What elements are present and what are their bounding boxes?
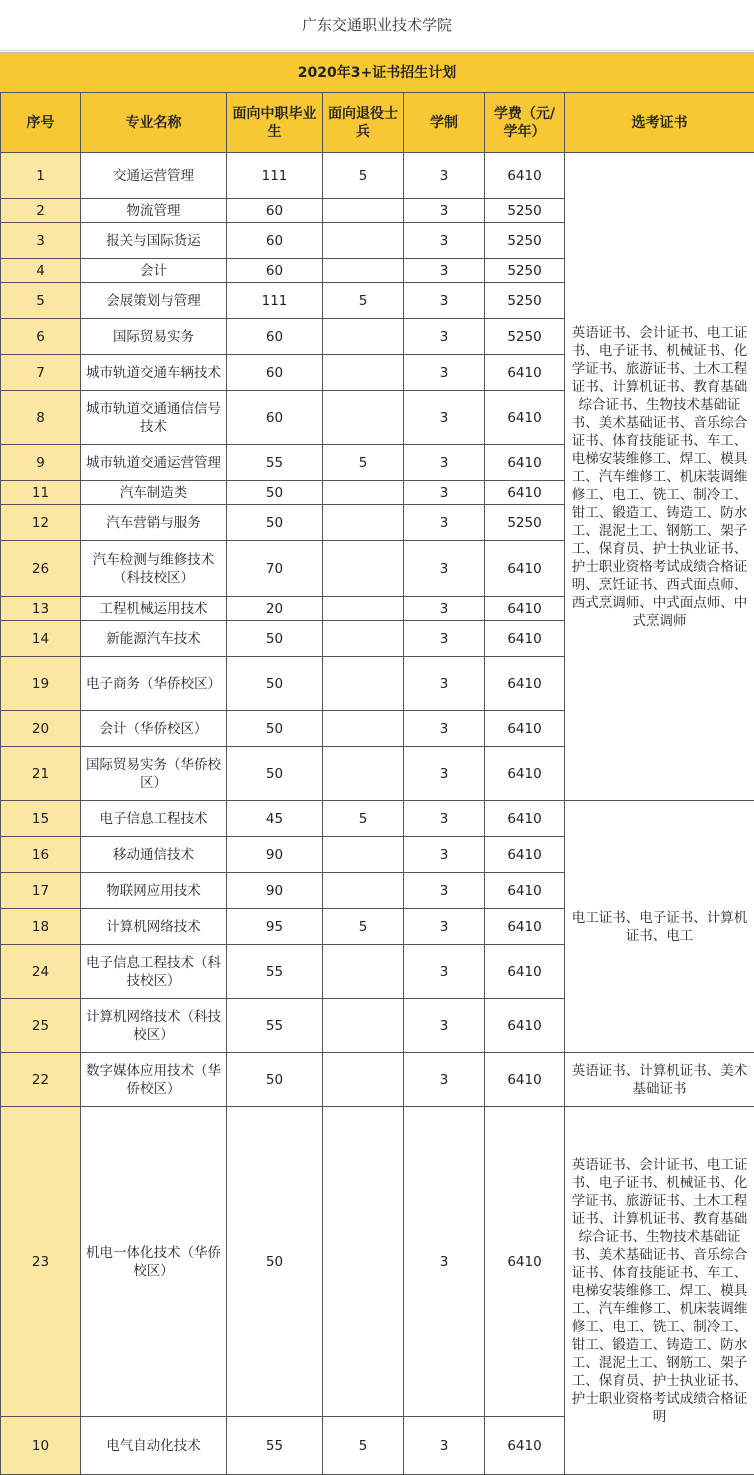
row-duration: 3 <box>404 481 485 505</box>
row-veterans: 5 <box>323 801 404 837</box>
row-vocational: 45 <box>227 801 323 837</box>
row-index: 15 <box>1 801 81 837</box>
row-vocational: 60 <box>227 391 323 445</box>
row-duration: 3 <box>404 657 485 711</box>
row-major: 汽车营销与服务 <box>81 505 227 541</box>
row-vocational: 50 <box>227 505 323 541</box>
row-duration: 3 <box>404 597 485 621</box>
row-index: 2 <box>1 199 81 223</box>
row-veterans <box>323 621 404 657</box>
row-tuition: 6410 <box>485 541 565 597</box>
row-duration: 3 <box>404 999 485 1053</box>
header-duration: 学制 <box>404 93 485 153</box>
row-veterans <box>323 1053 404 1107</box>
row-veterans <box>323 711 404 747</box>
row-veterans <box>323 1107 404 1417</box>
row-tuition: 5250 <box>485 505 565 541</box>
row-major: 电子信息工程技术（科技校区） <box>81 945 227 999</box>
row-vocational: 50 <box>227 711 323 747</box>
row-tuition: 6410 <box>485 355 565 391</box>
row-duration: 3 <box>404 283 485 319</box>
row-veterans <box>323 391 404 445</box>
row-index: 5 <box>1 283 81 319</box>
row-major: 国际贸易实务（华侨校区） <box>81 747 227 801</box>
row-major: 机电一体化技术（华侨校区） <box>81 1107 227 1417</box>
row-veterans: 5 <box>323 153 404 199</box>
row-major: 电子信息工程技术 <box>81 801 227 837</box>
row-vocational: 20 <box>227 597 323 621</box>
row-veterans <box>323 541 404 597</box>
row-duration: 3 <box>404 1107 485 1417</box>
row-tuition: 6410 <box>485 657 565 711</box>
row-veterans <box>323 747 404 801</box>
row-duration: 3 <box>404 711 485 747</box>
row-duration: 3 <box>404 259 485 283</box>
row-certificates: 电工证书、电子证书、计算机证书、电工 <box>565 801 754 1053</box>
row-major: 数字媒体应用技术（华侨校区） <box>81 1053 227 1107</box>
row-duration: 3 <box>404 319 485 355</box>
row-veterans <box>323 355 404 391</box>
row-veterans <box>323 837 404 873</box>
row-duration: 3 <box>404 1417 485 1475</box>
row-vocational: 90 <box>227 873 323 909</box>
row-duration: 3 <box>404 801 485 837</box>
header-tuition: 学费（元/学年） <box>485 93 565 153</box>
row-vocational: 60 <box>227 223 323 259</box>
row-vocational: 50 <box>227 657 323 711</box>
row-vocational: 50 <box>227 621 323 657</box>
row-duration: 3 <box>404 541 485 597</box>
row-tuition: 6410 <box>485 1107 565 1417</box>
row-index: 16 <box>1 837 81 873</box>
row-major: 汽车制造类 <box>81 481 227 505</box>
row-tuition: 5250 <box>485 259 565 283</box>
row-duration: 3 <box>404 199 485 223</box>
row-veterans <box>323 223 404 259</box>
row-major: 电气自动化技术 <box>81 1417 227 1475</box>
row-major: 会计（华侨校区） <box>81 711 227 747</box>
row-vocational: 70 <box>227 541 323 597</box>
row-major: 国际贸易实务 <box>81 319 227 355</box>
row-duration: 3 <box>404 747 485 801</box>
table-row <box>1 801 754 837</box>
row-duration: 3 <box>404 223 485 259</box>
row-tuition: 6410 <box>485 1053 565 1107</box>
row-tuition: 6410 <box>485 153 565 199</box>
row-index: 8 <box>1 391 81 445</box>
row-veterans <box>323 597 404 621</box>
row-major: 会展策划与管理 <box>81 283 227 319</box>
plan-title: 2020年3+证书招生计划 <box>0 52 754 94</box>
row-veterans <box>323 481 404 505</box>
school-title: 广东交通职业技术学院 <box>0 0 754 51</box>
row-vocational: 60 <box>227 319 323 355</box>
header-major: 专业名称 <box>81 93 227 153</box>
row-vocational: 50 <box>227 481 323 505</box>
row-certificates: 英语证书、会计证书、电工证书、电子证书、机械证书、化学证书、旅游证书、土木工程证书、计算机证书、教育基础综合证书、生物技术基础证书、美术基础证书、音乐综合证书、体育技能证书、车工、电梯安装维修工、焊工、模具工、汽车维修工、机床装调维修工、电工、铣工、制冷工、钳工、锻造工、铸造工、防水工、混泥土工、钢筋工、架子工、保育员、护士执业证书、护士职业资格考试成绩合格证明 <box>565 1107 754 1475</box>
row-vocational: 55 <box>227 445 323 481</box>
header-index: 序号 <box>1 93 81 153</box>
table-row <box>1 153 754 199</box>
row-vocational: 50 <box>227 1053 323 1107</box>
row-index: 10 <box>1 1417 81 1475</box>
row-tuition: 6410 <box>485 747 565 801</box>
row-tuition: 6410 <box>485 945 565 999</box>
row-major: 工程机械运用技术 <box>81 597 227 621</box>
row-tuition: 6410 <box>485 445 565 481</box>
row-vocational: 50 <box>227 1107 323 1417</box>
table-row <box>1 1053 754 1107</box>
row-tuition: 6410 <box>485 837 565 873</box>
row-index: 20 <box>1 711 81 747</box>
row-major: 汽车检测与维修技术（科技校区） <box>81 541 227 597</box>
row-certificates: 英语证书、计算机证书、美术基础证书 <box>565 1053 754 1107</box>
row-duration: 3 <box>404 153 485 199</box>
row-veterans <box>323 999 404 1053</box>
row-tuition: 6410 <box>485 801 565 837</box>
row-tuition: 6410 <box>485 1417 565 1475</box>
row-duration: 3 <box>404 445 485 481</box>
row-duration: 3 <box>404 1053 485 1107</box>
row-major: 会计 <box>81 259 227 283</box>
row-duration: 3 <box>404 945 485 999</box>
row-duration: 3 <box>404 837 485 873</box>
row-vocational: 60 <box>227 259 323 283</box>
row-major: 城市轨道交通通信信号技术 <box>81 391 227 445</box>
row-major: 报关与国际货运 <box>81 223 227 259</box>
row-duration: 3 <box>404 391 485 445</box>
row-veterans: 5 <box>323 1417 404 1475</box>
row-duration: 3 <box>404 873 485 909</box>
row-index: 21 <box>1 747 81 801</box>
row-index: 18 <box>1 909 81 945</box>
row-vocational: 50 <box>227 747 323 801</box>
row-index: 23 <box>1 1107 81 1417</box>
row-veterans <box>323 873 404 909</box>
row-tuition: 5250 <box>485 223 565 259</box>
row-tuition: 6410 <box>485 999 565 1053</box>
row-veterans <box>323 657 404 711</box>
row-vocational: 95 <box>227 909 323 945</box>
row-major: 城市轨道交通车辆技术 <box>81 355 227 391</box>
header-veterans: 面向退役士兵 <box>323 93 404 153</box>
table-row <box>1 1107 754 1417</box>
header-certs: 选考证书 <box>565 93 754 153</box>
row-vocational: 55 <box>227 1417 323 1475</box>
row-veterans <box>323 945 404 999</box>
admission-table <box>0 92 754 1475</box>
row-index: 13 <box>1 597 81 621</box>
row-index: 22 <box>1 1053 81 1107</box>
row-tuition: 6410 <box>485 909 565 945</box>
row-duration: 3 <box>404 621 485 657</box>
row-vocational: 55 <box>227 945 323 999</box>
row-index: 25 <box>1 999 81 1053</box>
row-major: 物流管理 <box>81 199 227 223</box>
row-index: 1 <box>1 153 81 199</box>
row-major: 移动通信技术 <box>81 837 227 873</box>
row-veterans <box>323 319 404 355</box>
row-veterans: 5 <box>323 283 404 319</box>
row-tuition: 6410 <box>485 597 565 621</box>
row-vocational: 55 <box>227 999 323 1053</box>
header-vocational: 面向中职毕业生 <box>227 93 323 153</box>
row-index: 14 <box>1 621 81 657</box>
row-index: 19 <box>1 657 81 711</box>
row-major: 交通运营管理 <box>81 153 227 199</box>
row-tuition: 6410 <box>485 711 565 747</box>
row-major: 物联网应用技术 <box>81 873 227 909</box>
row-major: 计算机网络技术（科技校区） <box>81 999 227 1053</box>
row-veterans <box>323 505 404 541</box>
row-tuition: 6410 <box>485 621 565 657</box>
row-index: 3 <box>1 223 81 259</box>
row-tuition: 6410 <box>485 873 565 909</box>
row-vocational: 90 <box>227 837 323 873</box>
row-veterans <box>323 199 404 223</box>
row-veterans: 5 <box>323 909 404 945</box>
row-major: 城市轨道交通运营管理 <box>81 445 227 481</box>
row-major: 电子商务（华侨校区） <box>81 657 227 711</box>
row-index: 7 <box>1 355 81 391</box>
row-tuition: 6410 <box>485 481 565 505</box>
row-veterans <box>323 259 404 283</box>
row-vocational: 60 <box>227 199 323 223</box>
row-duration: 3 <box>404 355 485 391</box>
row-major: 新能源汽车技术 <box>81 621 227 657</box>
row-duration: 3 <box>404 505 485 541</box>
row-vocational: 111 <box>227 153 323 199</box>
row-duration: 3 <box>404 909 485 945</box>
row-index: 9 <box>1 445 81 481</box>
row-veterans: 5 <box>323 445 404 481</box>
row-index: 12 <box>1 505 81 541</box>
row-index: 6 <box>1 319 81 355</box>
row-index: 17 <box>1 873 81 909</box>
row-tuition: 5250 <box>485 199 565 223</box>
row-index: 11 <box>1 481 81 505</box>
row-index: 4 <box>1 259 81 283</box>
row-index: 24 <box>1 945 81 999</box>
row-major: 计算机网络技术 <box>81 909 227 945</box>
row-vocational: 111 <box>227 283 323 319</box>
row-tuition: 5250 <box>485 319 565 355</box>
row-vocational: 60 <box>227 355 323 391</box>
row-index: 26 <box>1 541 81 597</box>
row-tuition: 6410 <box>485 391 565 445</box>
header-row <box>1 93 754 153</box>
row-tuition: 5250 <box>485 283 565 319</box>
row-certificates: 英语证书、会计证书、电工证书、电子证书、机械证书、化学证书、旅游证书、土木工程证书、计算机证书、教育基础综合证书、生物技术基础证书、美术基础证书、音乐综合证书、体育技能证书、车工、电梯安装维修工、焊工、模具工、汽车维修工、机床装调维修工、电工、铣工、制冷工、钳工、锻造工、铸造工、防水工、混泥土工、钢筋工、架子工、保育员、护士执业证书、护士职业资格考试成绩合格证明、烹饪证书、西式面点师、西式烹调师、中式面点师、中式烹调师 <box>565 153 754 801</box>
